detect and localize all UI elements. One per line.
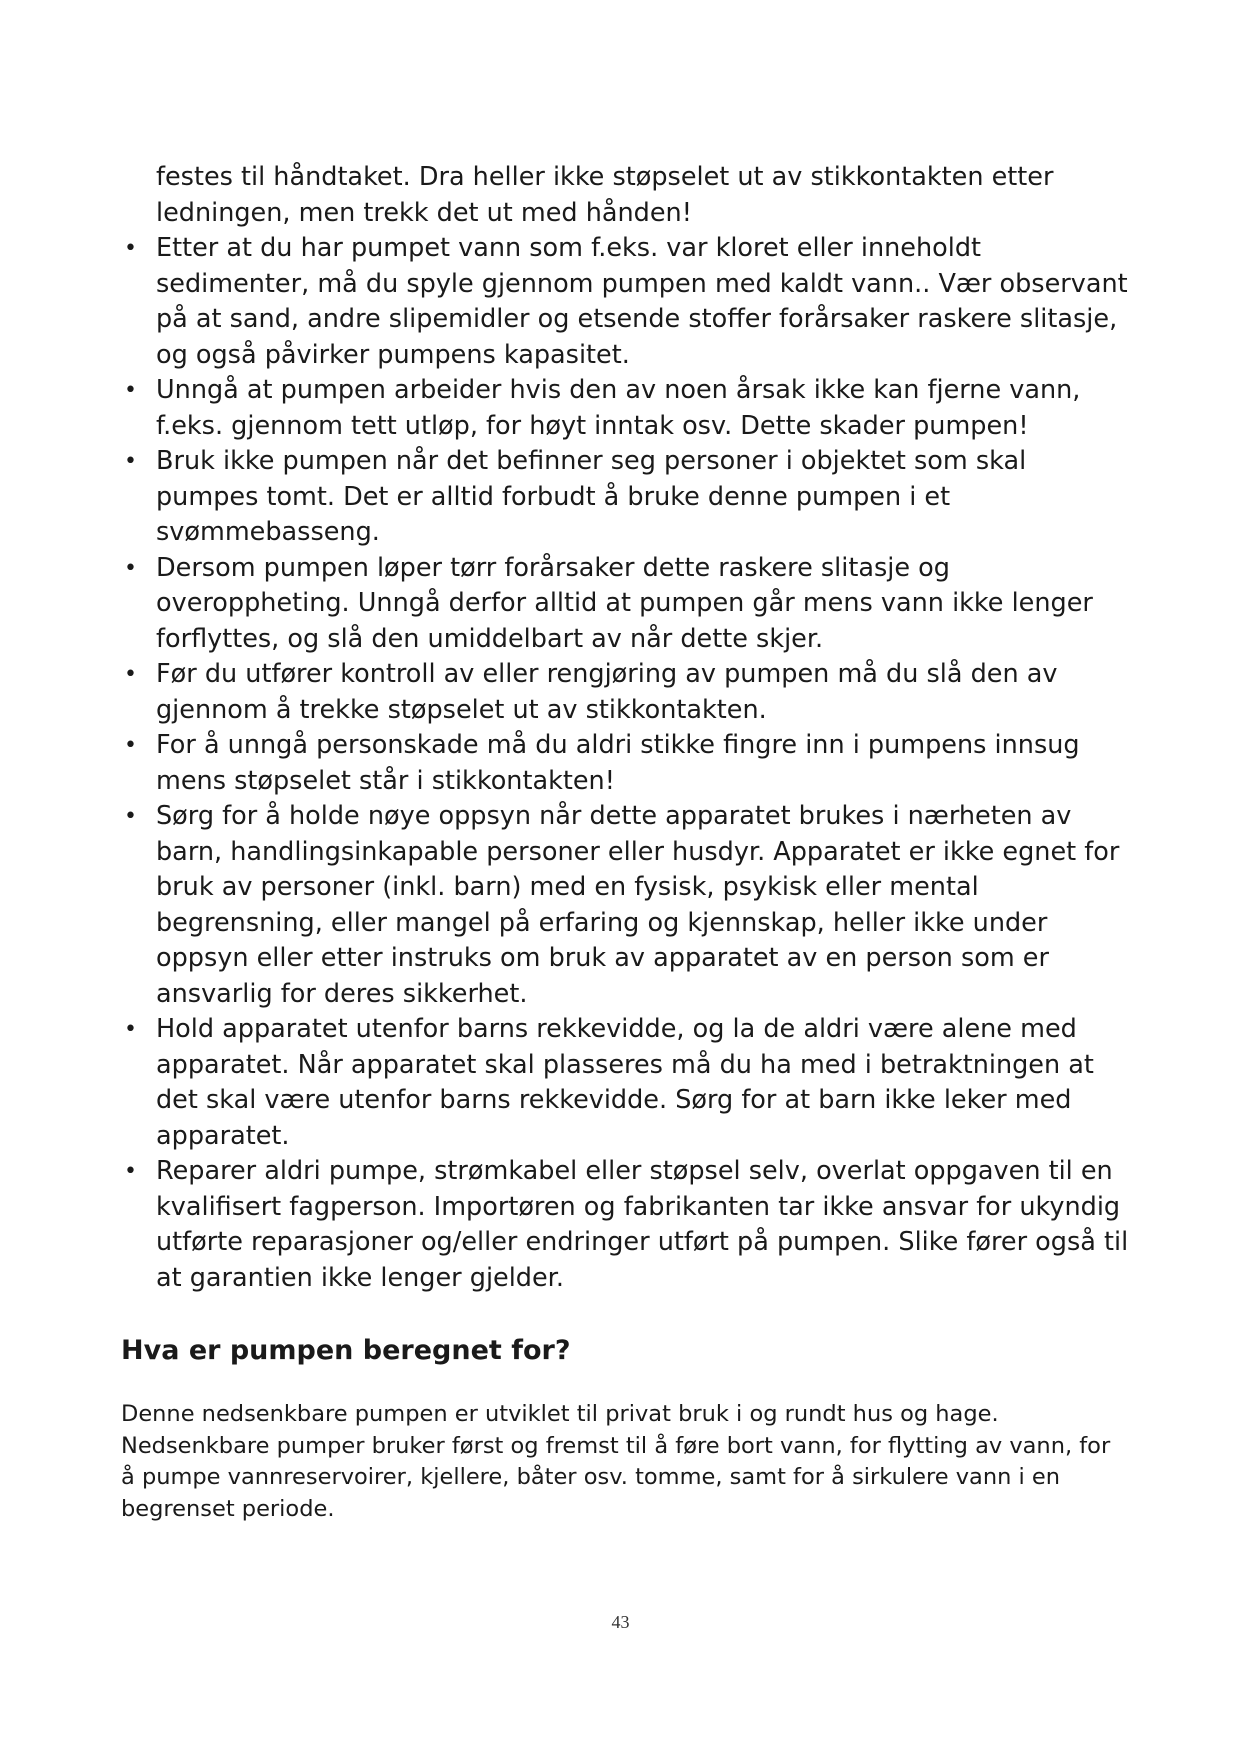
bullet-icon: •	[124, 804, 137, 829]
bullet-icon: •	[124, 1017, 137, 1042]
continuation-paragraph: festes til håndtaket. Dra heller ikke støpselet ut av stikkontakten etter ledningen, men trekk det ut med hånden!	[156, 162, 1054, 228]
list-item-text: Unngå at pumpen arbeider hvis den av noen årsak ikke kan fjerne vann, f.eks. gjennom tett utløp, for høyt inntak osv. Dette skader pumpen!	[156, 375, 1081, 441]
list-item	[121, 728, 1131, 799]
bullet-icon: •	[124, 1159, 137, 1184]
list-item-text: Etter at du har pumpet vann som f.eks. var kloret eller inneholdt sedimenter, må du spyle gjennom pumpen med kaldt vann.. Vær observant på at sand, andre slipemidler og etsende stoffer forårsaker raskere slitasje, og også påvirker pumpens kapasitet.	[156, 233, 1128, 370]
bullet-icon: •	[124, 378, 137, 403]
bullet-icon: •	[124, 555, 137, 581]
list-item	[121, 444, 1131, 551]
list-item	[121, 1154, 1131, 1296]
page-number: 43	[611, 1612, 630, 1632]
bullet-icon: •	[124, 662, 137, 687]
bullet-icon: •	[124, 449, 137, 474]
list-item	[121, 1012, 1131, 1154]
list-item	[121, 551, 1131, 658]
list-item	[121, 231, 1131, 373]
section-heading: Hva er pumpen beregnet for?	[121, 1335, 571, 1366]
list-item-text: Sørg for å holde nøye oppsyn når dette apparatet brukes i nærheten av barn, handlingsinkapable personer eller husdyr. Apparatet er ikke egnet for bruk av personer (inkl. barn) med en fysisk, psykisk eller mental begrensning, eller mangel på erfaring og kjennskap, heller ikke under oppsyn eller etter instruks om bruk av apparatet av en person som er ansvarlig for deres sikkerhet.	[156, 801, 1120, 1009]
list-item-text: Dersom pumpen løper tørr forårsaker dette raskere slitasje og overoppheting. Unngå derfor alltid at pumpen går mens vann ikke lenger forflyttes, og slå den umiddelbart av når dette skjer.	[156, 552, 1093, 654]
list-item-text: Hold apparatet utenfor barns rekkevidde, og la de aldri være alene med apparatet. Når apparatet skal plasseres må du ha med i betraktningen at det skal være utenfor barns rekkevidde. Sørg for at barn ikke leker med apparatet.	[156, 1014, 1094, 1151]
list-item-text: Bruk ikke pumpen når det befinner seg personer i objektet som skal pumpes tomt. Det er alltid forbudt å bruke denne pumpen i et svømmebasseng.	[156, 446, 1027, 547]
bullet-icon: •	[124, 733, 137, 758]
safety-bullet-list	[121, 231, 1131, 1296]
list-item-text: Før du utfører kontroll av eller rengjøring av pumpen må du slå den av gjennom å trekke støpselet ut av stikkontakten.	[156, 659, 1058, 725]
page-content	[121, 160, 1131, 1525]
section-paragraph: Denne nedsenkbare pumpen er utviklet til privat bruk i og rundt hus og hage. Nedsenkbare pumper bruker først og fremst til å føre bort vann, for flytting av vann, for å pumpe vannreservoirer, kjellere, båter osv. tomme, samt for å sirkulere vann i en begrenset periode.	[121, 1401, 1111, 1522]
list-item	[121, 799, 1131, 1012]
bullet-icon: •	[124, 236, 137, 261]
list-item-text: For å unngå personskade må du aldri stikke fingre inn i pumpens innsug mens støpselet står i stikkontakten!	[156, 730, 1080, 796]
list-item	[121, 657, 1131, 728]
list-item-text: Reparer aldri pumpe, strømkabel eller støpsel selv, overlat oppgaven til en kvalifisert fagperson. Importøren og fabrikanten tar ikke ansvar for ukyndig utførte reparasjoner og/eller endringer utført på pumpen. Slike fører også til at garantien ikke lenger gjelder.	[156, 1156, 1129, 1293]
list-item	[121, 373, 1131, 444]
